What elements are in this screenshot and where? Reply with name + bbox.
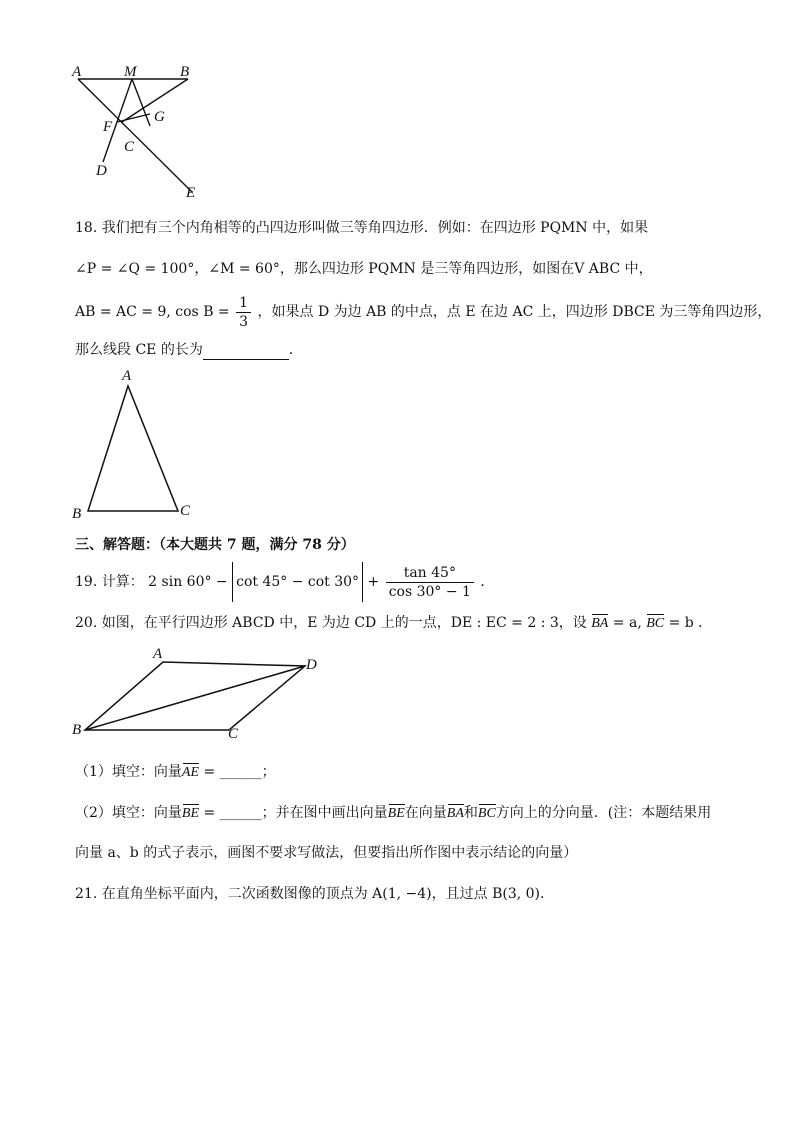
fig17-label-C: C	[124, 139, 135, 155]
q20-sub1-a: （1）填空：向量	[75, 764, 182, 780]
q19-fraction	[386, 564, 474, 601]
q18-line3-a: AB = AC = 9, cos B =	[75, 304, 230, 320]
q18-line1: 18. 我们把有三个内角相等的凸四边形叫做三等角四边形．例如：在四边形 PQMN 中，如果	[75, 220, 649, 236]
q20-vector-BE: BE	[182, 804, 199, 824]
q20-vector-BA: BA	[591, 614, 608, 634]
fig18-label-C: C	[180, 503, 191, 519]
fig17-label-A: A	[72, 64, 82, 80]
fig17-label-B: B	[180, 64, 190, 80]
q20-text-a: 20. 如图，在平行四边形 ABCD 中，E 为边 CD 上的一点，DE : EC = 2 : 3，设	[75, 615, 587, 631]
fig18-label-B: B	[72, 506, 82, 522]
q19-plus: +	[367, 574, 380, 590]
q20-sub2-b[interactable]: = ______；并在图中画出向量	[199, 805, 388, 821]
q18-line3-b: ，如果点 D 为边 AB 的中点，点 E 在边 AC 上，四边形 DBCE 为三等角四边形，	[257, 304, 772, 320]
q18-frac-num: 1	[236, 294, 251, 313]
q18-line3	[75, 292, 771, 332]
q20-vector-BE-2: BE	[388, 804, 405, 824]
fig17-label-F: F	[103, 119, 113, 135]
q20-vector-BA-2: BA	[447, 804, 464, 824]
figure-star	[70, 62, 210, 202]
q19	[75, 562, 494, 602]
fig17-label-G: G	[154, 109, 165, 125]
q20-sub2-c: 在向量	[404, 805, 447, 821]
q20-sub1	[75, 762, 276, 783]
q19-end: ．	[480, 574, 495, 590]
q18-line4-text: 那么线段 CE 的长为	[75, 342, 203, 358]
fig17-label-E: E	[186, 185, 196, 201]
figure-parallelogram	[80, 655, 320, 740]
q20-vector-BC: BC	[646, 614, 664, 634]
fig17-label-D: D	[96, 163, 107, 179]
q20-sub2-e: 方向上的分向量．(注：本题结果用	[495, 805, 712, 821]
fig20-label-C: C	[228, 726, 239, 742]
q19-prefix: 19. 计算：	[75, 574, 144, 590]
figure-triangle	[80, 378, 190, 518]
q18-fraction	[236, 294, 251, 331]
fig20-label-A: A	[153, 646, 163, 662]
fig20-label-B: B	[72, 722, 82, 738]
fig20-label-D: D	[306, 657, 317, 673]
q20-vector-BC-2: BC	[478, 804, 496, 824]
q19-frac-num: tan 45°	[386, 564, 474, 583]
q20-vector-AE: AE	[182, 763, 199, 783]
q18-answer-blank[interactable]	[203, 343, 289, 360]
q20-sub2-line2: 向量 a、b 的式子表示，画图不要求写做法，但要指出所作图中表示结论的向量）	[75, 845, 578, 861]
q20-sub1-b[interactable]: = ______；	[199, 764, 276, 780]
q18-line4-end: ．	[288, 342, 303, 358]
q19-frac-den: cos 30° − 1	[388, 583, 471, 600]
q18-line2: ∠P = ∠Q = 100°，∠M = 60°，那么四边形 PQMN 是三等角四边形，如图在V ABC 中，	[75, 261, 653, 277]
q20-eq-a: = a,	[608, 615, 647, 631]
q18-line4	[75, 340, 303, 360]
q20-stem	[75, 613, 712, 634]
q21: 21. 在直角坐标平面内，二次函数图像的顶点为 A(1, −4)，且过点 B(3, 0)．	[75, 886, 555, 902]
section-title: 三、解答题：（本大题共 7 题，满分 78 分）	[75, 537, 355, 553]
q19-abs-value: cot 45° − cot 30°	[232, 562, 363, 602]
q20-eq-b: = b ．	[664, 615, 713, 631]
q19-expr-a: 2 sin 60° −	[148, 574, 228, 590]
q20-sub2-a: （2）填空：向量	[75, 805, 182, 821]
q20-sub2-d: 和	[463, 805, 478, 821]
q20-sub2	[75, 803, 711, 824]
fig17-label-M: M	[124, 64, 137, 80]
fig18-label-A: A	[122, 368, 132, 384]
q18-frac-den: 3	[239, 313, 249, 330]
